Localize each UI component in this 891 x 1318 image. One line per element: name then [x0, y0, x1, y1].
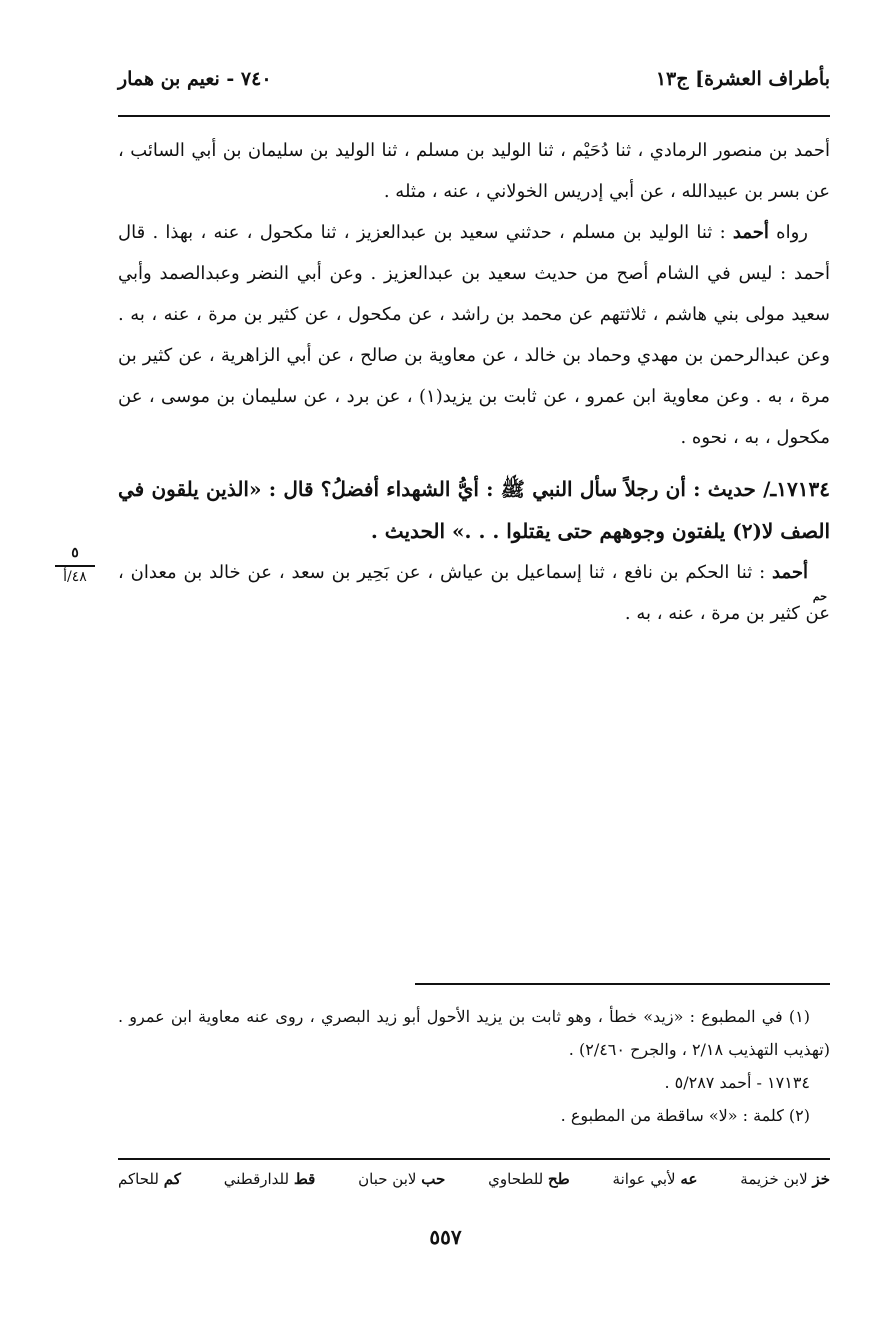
legend-text: لابن حبان	[358, 1170, 417, 1188]
legend-rule	[118, 1158, 830, 1160]
paragraph-3-text: : ثنا الحكم بن نافع ، ثنا إسماعيل بن عياش ، عن بَحِير بن سعد ، عن خالد بن معدان ، عن كثير بن مرة ، عنه ، به .	[118, 562, 830, 624]
abbreviation-legend	[118, 1170, 830, 1188]
legend-abbr: عه	[680, 1170, 698, 1188]
legend-abbr: كم	[163, 1170, 181, 1188]
header-section-title: ٧٤٠ - نعيم بن همار	[118, 68, 272, 90]
paragraph-3-source: أحمد	[772, 562, 808, 583]
hadith-heading: ١٧١٣٤ـ/ حديث : أن رجلاً سأل النبي ﷺ : أيُّ الشهداء أفضلُ؟ قال : «الذين يلقون في الصف لا(٢) يلفتون وجوههم حتى يقتلوا . . .» الحديث .	[118, 477, 830, 543]
footnotes	[118, 1000, 830, 1132]
margin-note-number: ٥	[71, 545, 79, 561]
margin-note	[55, 545, 95, 585]
paragraph-1: أحمد بن منصور الرمادي ، ثنا دُحَيْم ، ثنا الوليد بن مسلم ، ثنا الوليد بن سليمان بن أبي السائب ، عن بسر بن عبيدالله ، عن أبي إدريس الخولاني ، عنه ، مثله .	[118, 140, 830, 202]
legend-item	[224, 1170, 316, 1188]
legend-text: لأبي عوانة	[612, 1170, 676, 1188]
footnote-rule	[415, 983, 830, 985]
legend-text: للحاكم	[118, 1170, 159, 1188]
legend-item	[488, 1170, 569, 1188]
footnote-2: (٢) كلمة : «لا» ساقطة من المطبوع .	[560, 1106, 810, 1125]
margin-note-ref: ٤٨/أ	[63, 568, 87, 585]
page-number: ٥٥٧	[429, 1225, 462, 1249]
legend-abbr: خز	[812, 1170, 830, 1188]
footnote-reference: ١٧١٣٤ - أحمد ٥/٢٨٧ .	[664, 1073, 810, 1092]
main-text	[118, 130, 830, 634]
legend-text: للطحاوي	[488, 1170, 544, 1188]
legend-item	[740, 1170, 830, 1188]
paragraph-2-lead: رواه	[768, 222, 808, 243]
hadith-siglum: حم	[812, 590, 827, 603]
paragraph-2	[118, 212, 830, 458]
legend-abbr: طح	[548, 1170, 570, 1188]
legend-text: لابن خزيمة	[740, 1170, 808, 1188]
running-header	[118, 62, 830, 98]
legend-item	[613, 1170, 698, 1188]
legend-abbr: قط	[293, 1170, 316, 1188]
footnote-1: (١) في المطبوع : «زيد» خطأ ، وهو ثابت بن يزيد الأحول أبو زيد البصري ، روى عنه معاوية ابن عمرو . (تهذيب التهذيب ٢/١٨ ، والجرح ٢/٤٦٠) .	[118, 1007, 830, 1059]
header-rule	[118, 115, 830, 117]
paragraph-2-text: : ثنا الوليد بن مسلم ، حدثني سعيد بن عبدالعزيز ، ثنا مكحول ، عنه ، بهذا . قال أحمد : ليس في الشام أصح من حديث سعيد بن عبدالعزيز . وعن أبي النضر وعبدالصمد وأبي سعيد مولى بني هاشم ، ثلاثتهم عن محمد بن راشد ، عن مكحول ، عن كثير بن مرة ، عنه ، به . وعن عبدالرحمن بن مهدي وحماد بن خالد ، عن معاوية بن صالح ، عن أبي الزاهرية ، عن كثير بن مرة ، به . وعن معاوية ابن عمرو ، عن ثابت بن يزيد(١) ، عن برد ، عن سليمان بن موسى ، عن مكحول ، به ، نحوه .	[118, 222, 830, 448]
legend-abbr: حب	[421, 1170, 446, 1188]
legend-item	[118, 1170, 181, 1188]
header-book-title: بأطراف العشرة] ج١٣	[655, 68, 830, 90]
margin-note-bar	[55, 565, 95, 567]
paragraph-2-source: أحمد	[732, 222, 769, 243]
legend-item	[358, 1170, 445, 1188]
legend-text: للدارقطني	[223, 1170, 290, 1188]
paragraph-3	[118, 552, 830, 634]
